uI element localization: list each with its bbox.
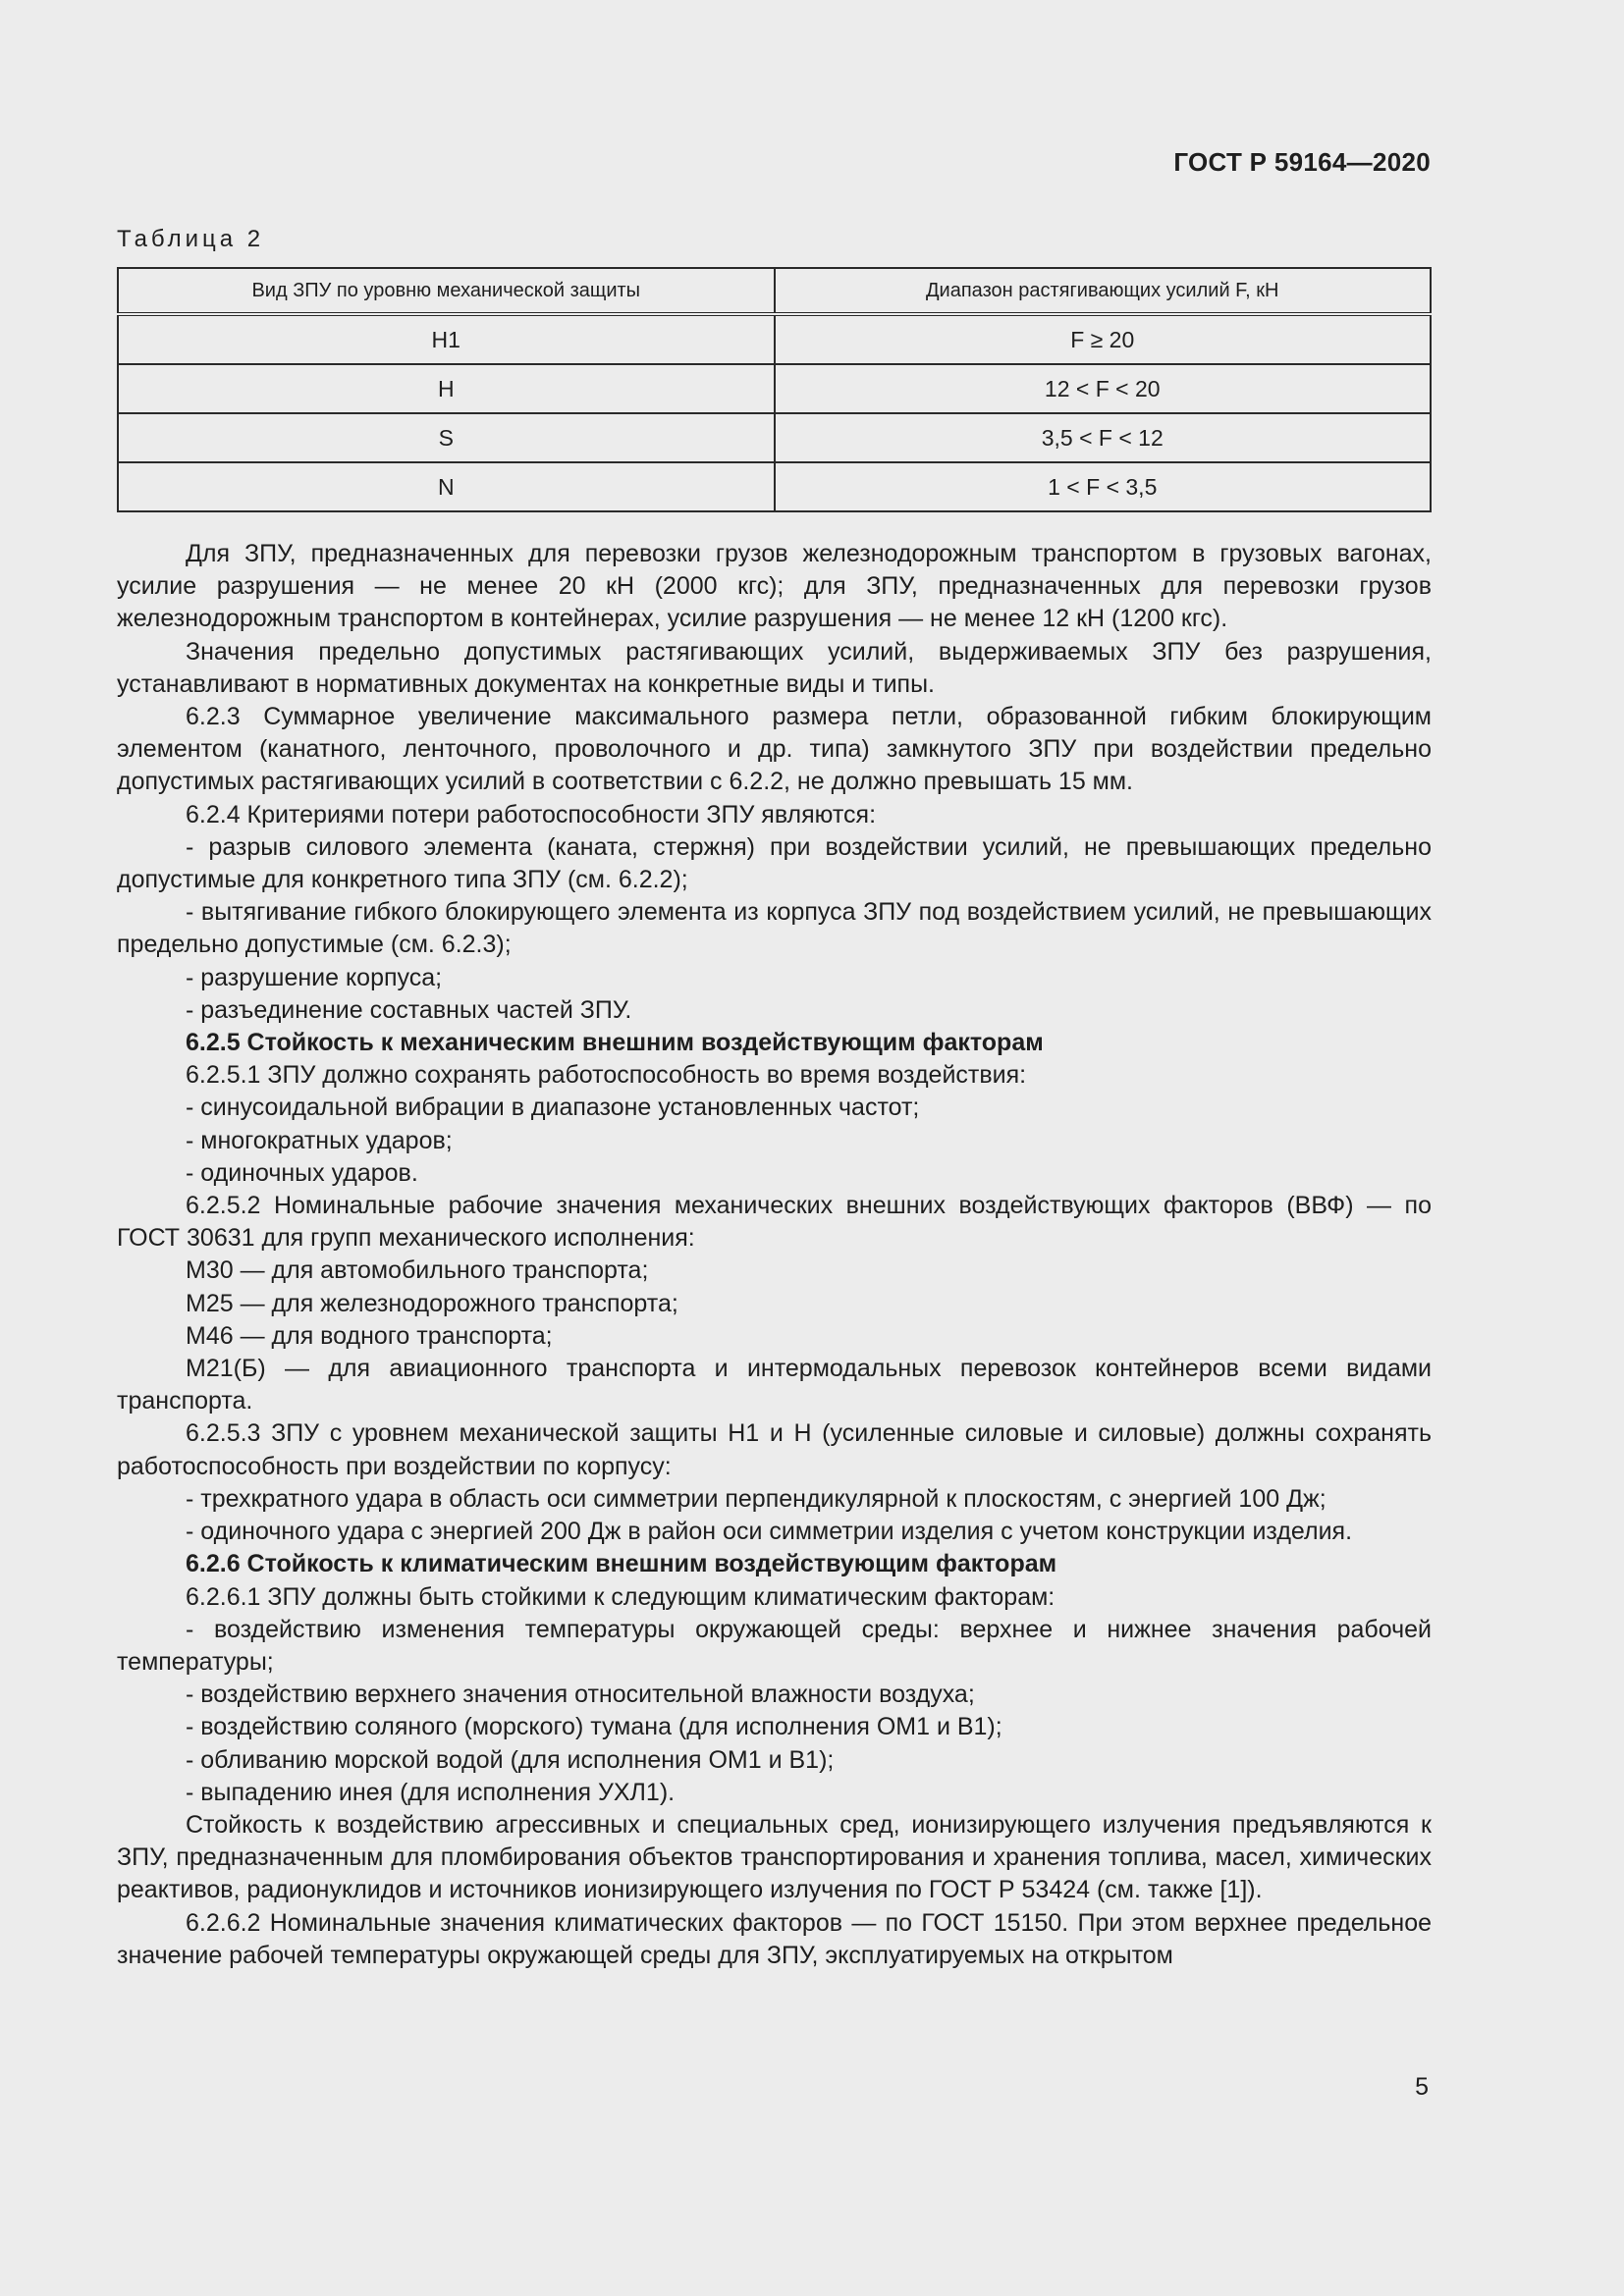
list-item: М25 — для железнодорожного транспорта;	[186, 1289, 678, 1317]
table-header-cell: Диапазон растягивающих усилий F, кН	[775, 268, 1432, 314]
section-heading: 6.2.5 Стойкость к механическим внешним воздействующим факторам	[186, 1029, 1044, 1057]
paragraph: 6.2.5.2 Номинальные рабочие значения механических внешних воздействующих факторов (ВВФ) — по ГОСТ 30631 для групп механического исполнения:	[117, 1192, 1432, 1253]
paragraph: Для ЗПУ, предназначенных для перевозки грузов железнодорожным транспортом в грузовых вагонах, усилие разрушения — не менее 20 кН (2000 кгс); для ЗПУ, предназначенных для перевозки грузов железнодорожным транспортом в контейнерах, усилие разрушения — не менее 12 кН (1200 кгс).	[117, 540, 1432, 633]
paragraph: 6.2.5.3 ЗПУ с уровнем механической защиты Н1 и Н (усиленные силовые и силовые) должны сохранять работоспособность при воздействии по корпусу:	[117, 1419, 1432, 1480]
list-item: - разъединение составных частей ЗПУ.	[186, 995, 632, 1024]
paragraph: 6.2.5.1 ЗПУ должно сохранять работоспособность во время воздействия:	[186, 1061, 1027, 1090]
table-caption: Таблица 2	[117, 226, 265, 252]
document-code: ГОСТ Р 59164—2020	[1173, 147, 1431, 177]
table-row	[118, 462, 1431, 511]
list-item: - многократных ударов;	[186, 1126, 453, 1154]
table-cell: Н1	[118, 314, 775, 364]
list-item: - воздействию изменения температуры окружающей среды: верхнее и нижнее значения рабочей температуры;	[117, 1615, 1432, 1676]
table-cell: S	[118, 413, 775, 462]
list-item: - воздействию верхнего значения относительной влажности воздуха;	[186, 1681, 975, 1709]
list-item: М21(Б) — для авиационного транспорта и интермодальных перевозок контейнеров всеми видами транспорта.	[117, 1355, 1432, 1415]
list-item: - воздействию соляного (морского) тумана (для исполнения ОМ1 и В1);	[186, 1713, 1002, 1741]
page-number: 5	[1415, 2073, 1429, 2101]
list-item: М46 — для водного транспорта;	[186, 1321, 553, 1350]
paragraph: 6.2.6.1 ЗПУ должны быть стойкими к следующим климатическим факторам:	[186, 1582, 1056, 1611]
paragraph: 6.2.6.2 Номинальные значения климатических факторов — по ГОСТ 15150. При этом верхнее предельное значение рабочей температуры окружающей среды для ЗПУ, эксплуатируемых на открытом	[117, 1908, 1432, 1969]
list-item: - разрушение корпуса;	[186, 963, 443, 991]
list-item: - обливанию морской водой (для исполнения ОМ1 и В1);	[186, 1745, 835, 1774]
body-text	[117, 538, 1432, 1972]
list-item: - вытягивание гибкого блокирующего элемента из корпуса ЗПУ под воздействием усилий, не превышающих предельно допустимые (см. 6.2.3);	[117, 898, 1432, 959]
table-cell: Н	[118, 364, 775, 413]
section-heading: 6.2.6 Стойкость к климатическим внешним воздействующим факторам	[186, 1550, 1057, 1578]
paragraph: 6.2.3 Суммарное увеличение максимального размера петли, образованной гибким блокирующим элементом (канатного, ленточного, проволочного и др. типа) замкнутого ЗПУ при воздействии предельно допустимых растягивающих усилий в соответствии с 6.2.2, не должно превышать 15 мм.	[117, 703, 1432, 796]
table-cell: 3,5 < F < 12	[775, 413, 1432, 462]
list-item: - трехкратного удара в область оси симметрии перпендикулярной к плоскостям, с энергией 100 Дж;	[186, 1484, 1326, 1513]
list-item: - одиночного удара с энергией 200 Дж в район оси симметрии изделия с учетом конструкции изделия.	[186, 1518, 1353, 1546]
list-item: - выпадению инея (для исполнения УХЛ1).	[186, 1778, 676, 1806]
list-item: - одиночных ударов.	[186, 1158, 418, 1187]
list-item: - синусоидальной вибрации в диапазоне установленных частот;	[186, 1094, 920, 1122]
list-item: М30 — для автомобильного транспорта;	[186, 1256, 649, 1285]
table-cell: N	[118, 462, 775, 511]
table-header-cell: Вид ЗПУ по уровню механической защиты	[118, 268, 775, 314]
table-row	[118, 314, 1431, 364]
table-cell: 1 < F < 3,5	[775, 462, 1432, 511]
table-row	[118, 413, 1431, 462]
paragraph: Стойкость к воздействию агрессивных и специальных сред, ионизирующего излучения предъявляются к ЗПУ, предназначенным для пломбирования объектов транспортирования и хранения топлива, масел, химических реактивов, радионуклидов и источников ионизирующего излучения по ГОСТ Р 53424 (см. также [1]).	[117, 1810, 1432, 1904]
table-cell: 12 < F < 20	[775, 364, 1432, 413]
table-header-row	[118, 268, 1431, 314]
table-row	[118, 364, 1431, 413]
paragraph: Значения предельно допустимых растягивающих усилий, выдерживаемых ЗПУ без разрушения, устанавливают в нормативных документах на конкретные виды и типы.	[117, 637, 1432, 698]
data-table	[117, 267, 1432, 512]
list-item: - разрыв силового элемента (каната, стержня) при воздействии усилий, не превышающих предельно допустимые для конкретного типа ЗПУ (см. 6.2.2);	[117, 832, 1432, 894]
table-cell: F ≥ 20	[775, 314, 1432, 364]
paragraph: 6.2.4 Критериями потери работоспособности ЗПУ являются:	[186, 800, 877, 828]
